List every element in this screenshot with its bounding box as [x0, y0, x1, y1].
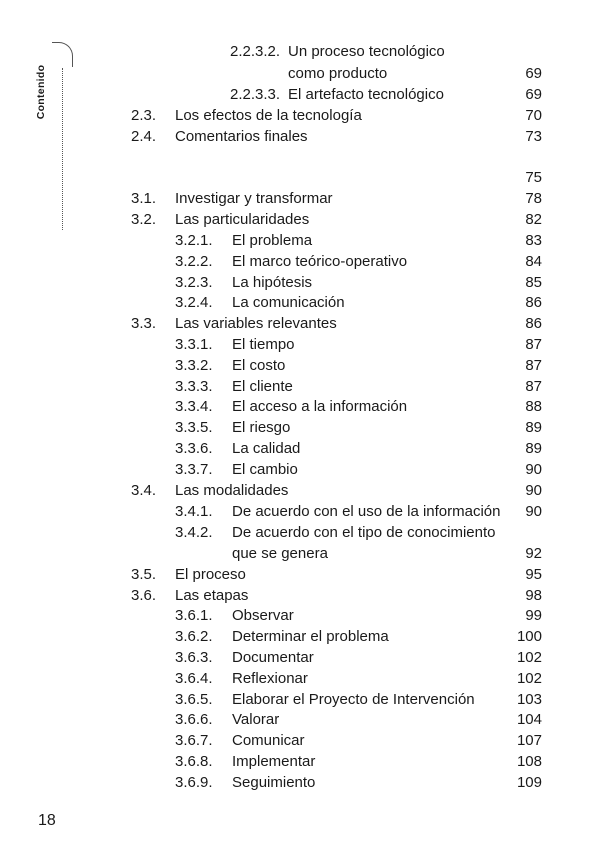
toc-entry-title: El artefacto tecnológico	[288, 86, 444, 103]
toc-entry-number: 3.2.3.	[175, 274, 213, 291]
toc-entry-number: 3.6.6.	[175, 711, 213, 728]
toc-entry-page: 99	[525, 607, 542, 624]
toc-entry	[0, 648, 600, 668]
toc-entry-number: 3.4.	[131, 482, 157, 499]
toc-entry-page: 86	[525, 315, 542, 332]
toc-entry	[0, 627, 600, 647]
toc-entry-number: 3.6.2.	[175, 628, 213, 645]
toc-entry-page: 98	[525, 587, 542, 604]
toc-entry-number: 3.2.1.	[175, 232, 213, 249]
toc-entry-number: 3.3.1.	[175, 336, 213, 353]
toc-entry-number: 3.5.	[131, 566, 157, 583]
toc-entry-title: que se genera	[232, 545, 328, 562]
toc-entry-number: 3.6.4.	[175, 670, 213, 687]
toc-entry-title: El proceso	[175, 566, 246, 583]
toc-entry-number: 3.6.5.	[175, 691, 213, 708]
toc-entry-page: 73	[525, 128, 542, 145]
toc-entry	[0, 314, 600, 334]
toc-entry-title: Elaborar el Proyecto de Intervención	[232, 691, 475, 708]
toc-entry	[0, 273, 600, 293]
toc-entry-title: como producto	[288, 65, 388, 82]
toc-entry-number: 3.3.7.	[175, 461, 213, 478]
toc-entry	[0, 586, 600, 606]
toc-entry-page: 107	[516, 732, 542, 749]
toc-entry	[0, 773, 600, 793]
toc-entry	[0, 335, 600, 355]
toc-entry-page: 78	[525, 190, 542, 207]
toc-entry-number: 3.4.1.	[175, 503, 213, 520]
toc-entry-page: 84	[525, 253, 542, 270]
page-number: 18	[38, 812, 56, 829]
toc-entry-title: El costo	[232, 357, 286, 374]
toc-entry-number: 3.2.	[131, 211, 157, 228]
toc-entry-page: 86	[525, 294, 542, 311]
toc-entry-title: Comentarios finales	[175, 128, 308, 145]
toc-entry	[0, 252, 600, 272]
toc-entry-number: 3.6.8.	[175, 753, 213, 770]
toc-entry-title: De acuerdo con el uso de la información	[232, 503, 501, 520]
toc-entry-number: 3.4.2.	[175, 524, 213, 541]
toc-entry-title: El cliente	[232, 378, 293, 395]
toc-entry	[0, 544, 600, 564]
toc-entry-number: 3.6.7.	[175, 732, 213, 749]
toc-entry	[0, 127, 600, 147]
toc-entry-page: 92	[525, 545, 542, 562]
toc-entry-page: 69	[525, 86, 542, 103]
toc-entry-number: 3.3.6.	[175, 440, 213, 457]
toc-entry-page: 87	[525, 357, 542, 374]
toc-entry-page: 104	[516, 711, 542, 728]
toc-entry-title: Las etapas	[175, 587, 249, 604]
toc-entry-page: 100	[516, 628, 542, 645]
toc-entry	[0, 356, 600, 376]
toc-entry-page: 69	[525, 65, 542, 82]
toc-entry-title: La comunicación	[232, 294, 345, 311]
toc-entry	[0, 231, 600, 251]
toc-entry-page: 102	[516, 670, 542, 687]
toc-entry-number: 2.2.3.2.	[230, 43, 281, 60]
toc-entry-title: Observar	[232, 607, 294, 624]
toc-entry	[0, 397, 600, 417]
running-head-label: Contenido	[35, 64, 47, 120]
toc-entry-number: 3.6.	[131, 587, 157, 604]
toc-entry-page: 102	[516, 649, 542, 666]
toc-entry	[0, 85, 600, 105]
toc-entry	[0, 523, 600, 543]
toc-entry	[0, 439, 600, 459]
toc-entry	[0, 106, 600, 126]
toc-entry-title: Los efectos de la tecnología	[175, 107, 362, 124]
toc-entry	[0, 565, 600, 585]
toc-entry-title: Valorar	[232, 711, 280, 728]
toc-entry-number: 3.3.2.	[175, 357, 213, 374]
toc-entry-title: Las variables relevantes	[175, 315, 337, 332]
toc-entry-page: 89	[525, 440, 542, 457]
toc-entry	[0, 606, 600, 626]
toc-entry-title: Un proceso tecnológico	[288, 43, 445, 60]
toc-entry-page: 95	[525, 566, 542, 583]
toc-entry-number: 3.3.	[131, 315, 157, 332]
toc-entry-number: 3.3.5.	[175, 419, 213, 436]
toc-entry-title: Implementar	[232, 753, 316, 770]
toc-entry-title: Documentar	[232, 649, 314, 666]
toc-entry	[0, 752, 600, 772]
toc-entry	[0, 189, 600, 209]
toc-entry	[0, 418, 600, 438]
toc-entry-number: 2.2.3.3.	[230, 86, 281, 103]
toc-entry-title: El problema	[232, 232, 313, 249]
toc-entry-number: 2.3.	[131, 107, 157, 124]
toc-entry-page: 88	[525, 398, 542, 415]
toc-entry-page: 85	[525, 274, 542, 291]
toc-entry-title: De acuerdo con el tipo de conocimiento	[232, 524, 496, 541]
toc-entry-title: La calidad	[232, 440, 301, 457]
toc-entry	[0, 502, 600, 522]
toc-entry-number: 3.6.1.	[175, 607, 213, 624]
toc-entry-page: 87	[525, 378, 542, 395]
toc-entry-title: Las particularidades	[175, 211, 310, 228]
toc-entry-number: 2.4.	[131, 128, 157, 145]
toc-entry	[0, 690, 600, 710]
toc-entry-page: 103	[516, 691, 542, 708]
toc-entry-number: 3.3.4.	[175, 398, 213, 415]
toc-entry	[0, 168, 600, 188]
toc-entry-page: 89	[525, 419, 542, 436]
toc-entry-page: 90	[525, 503, 542, 520]
toc-entry-title: Comunicar	[232, 732, 305, 749]
toc-entry	[0, 481, 600, 501]
toc-entry-number: 3.3.3.	[175, 378, 213, 395]
toc-entry-title: El tiempo	[232, 336, 295, 353]
toc-entry-page: 90	[525, 482, 542, 499]
toc-entry	[0, 669, 600, 689]
toc-entry-title: El marco teórico-operativo	[232, 253, 408, 270]
toc-entry-page: 90	[525, 461, 542, 478]
toc-entry-title: Investigar y transformar	[175, 190, 333, 207]
toc-entry	[0, 64, 600, 84]
toc-entry-title: Determinar el problema	[232, 628, 389, 645]
toc-entry-title: Seguimiento	[232, 774, 316, 791]
toc-entry-page: 75	[525, 169, 542, 186]
toc-entry	[0, 377, 600, 397]
toc-entry-title: El riesgo	[232, 419, 291, 436]
toc-entry	[0, 42, 600, 62]
toc-entry-page: 108	[516, 753, 542, 770]
toc-entry-number: 3.1.	[131, 190, 157, 207]
toc-entry-title: Las modalidades	[175, 482, 289, 499]
toc-entry-page: 70	[525, 107, 542, 124]
toc-entry-title: El acceso a la información	[232, 398, 408, 415]
toc-entry	[0, 293, 600, 313]
toc-entry	[0, 210, 600, 230]
toc-entry	[0, 731, 600, 751]
toc-entry-page: 87	[525, 336, 542, 353]
toc-entry	[0, 460, 600, 480]
toc-entry-page: 109	[516, 774, 542, 791]
toc-entry-title: Reflexionar	[232, 670, 308, 687]
toc-entry-number: 3.2.4.	[175, 294, 213, 311]
toc-entry-number: 3.2.2.	[175, 253, 213, 270]
toc-entry-number: 3.6.3.	[175, 649, 213, 666]
toc-entry-title: El cambio	[232, 461, 298, 478]
toc-entry-title: La hipótesis	[232, 274, 313, 291]
toc-entry-number: 3.6.9.	[175, 774, 213, 791]
toc-entry-page: 83	[525, 232, 542, 249]
toc-entry	[0, 710, 600, 730]
toc-entry-page: 82	[525, 211, 542, 228]
